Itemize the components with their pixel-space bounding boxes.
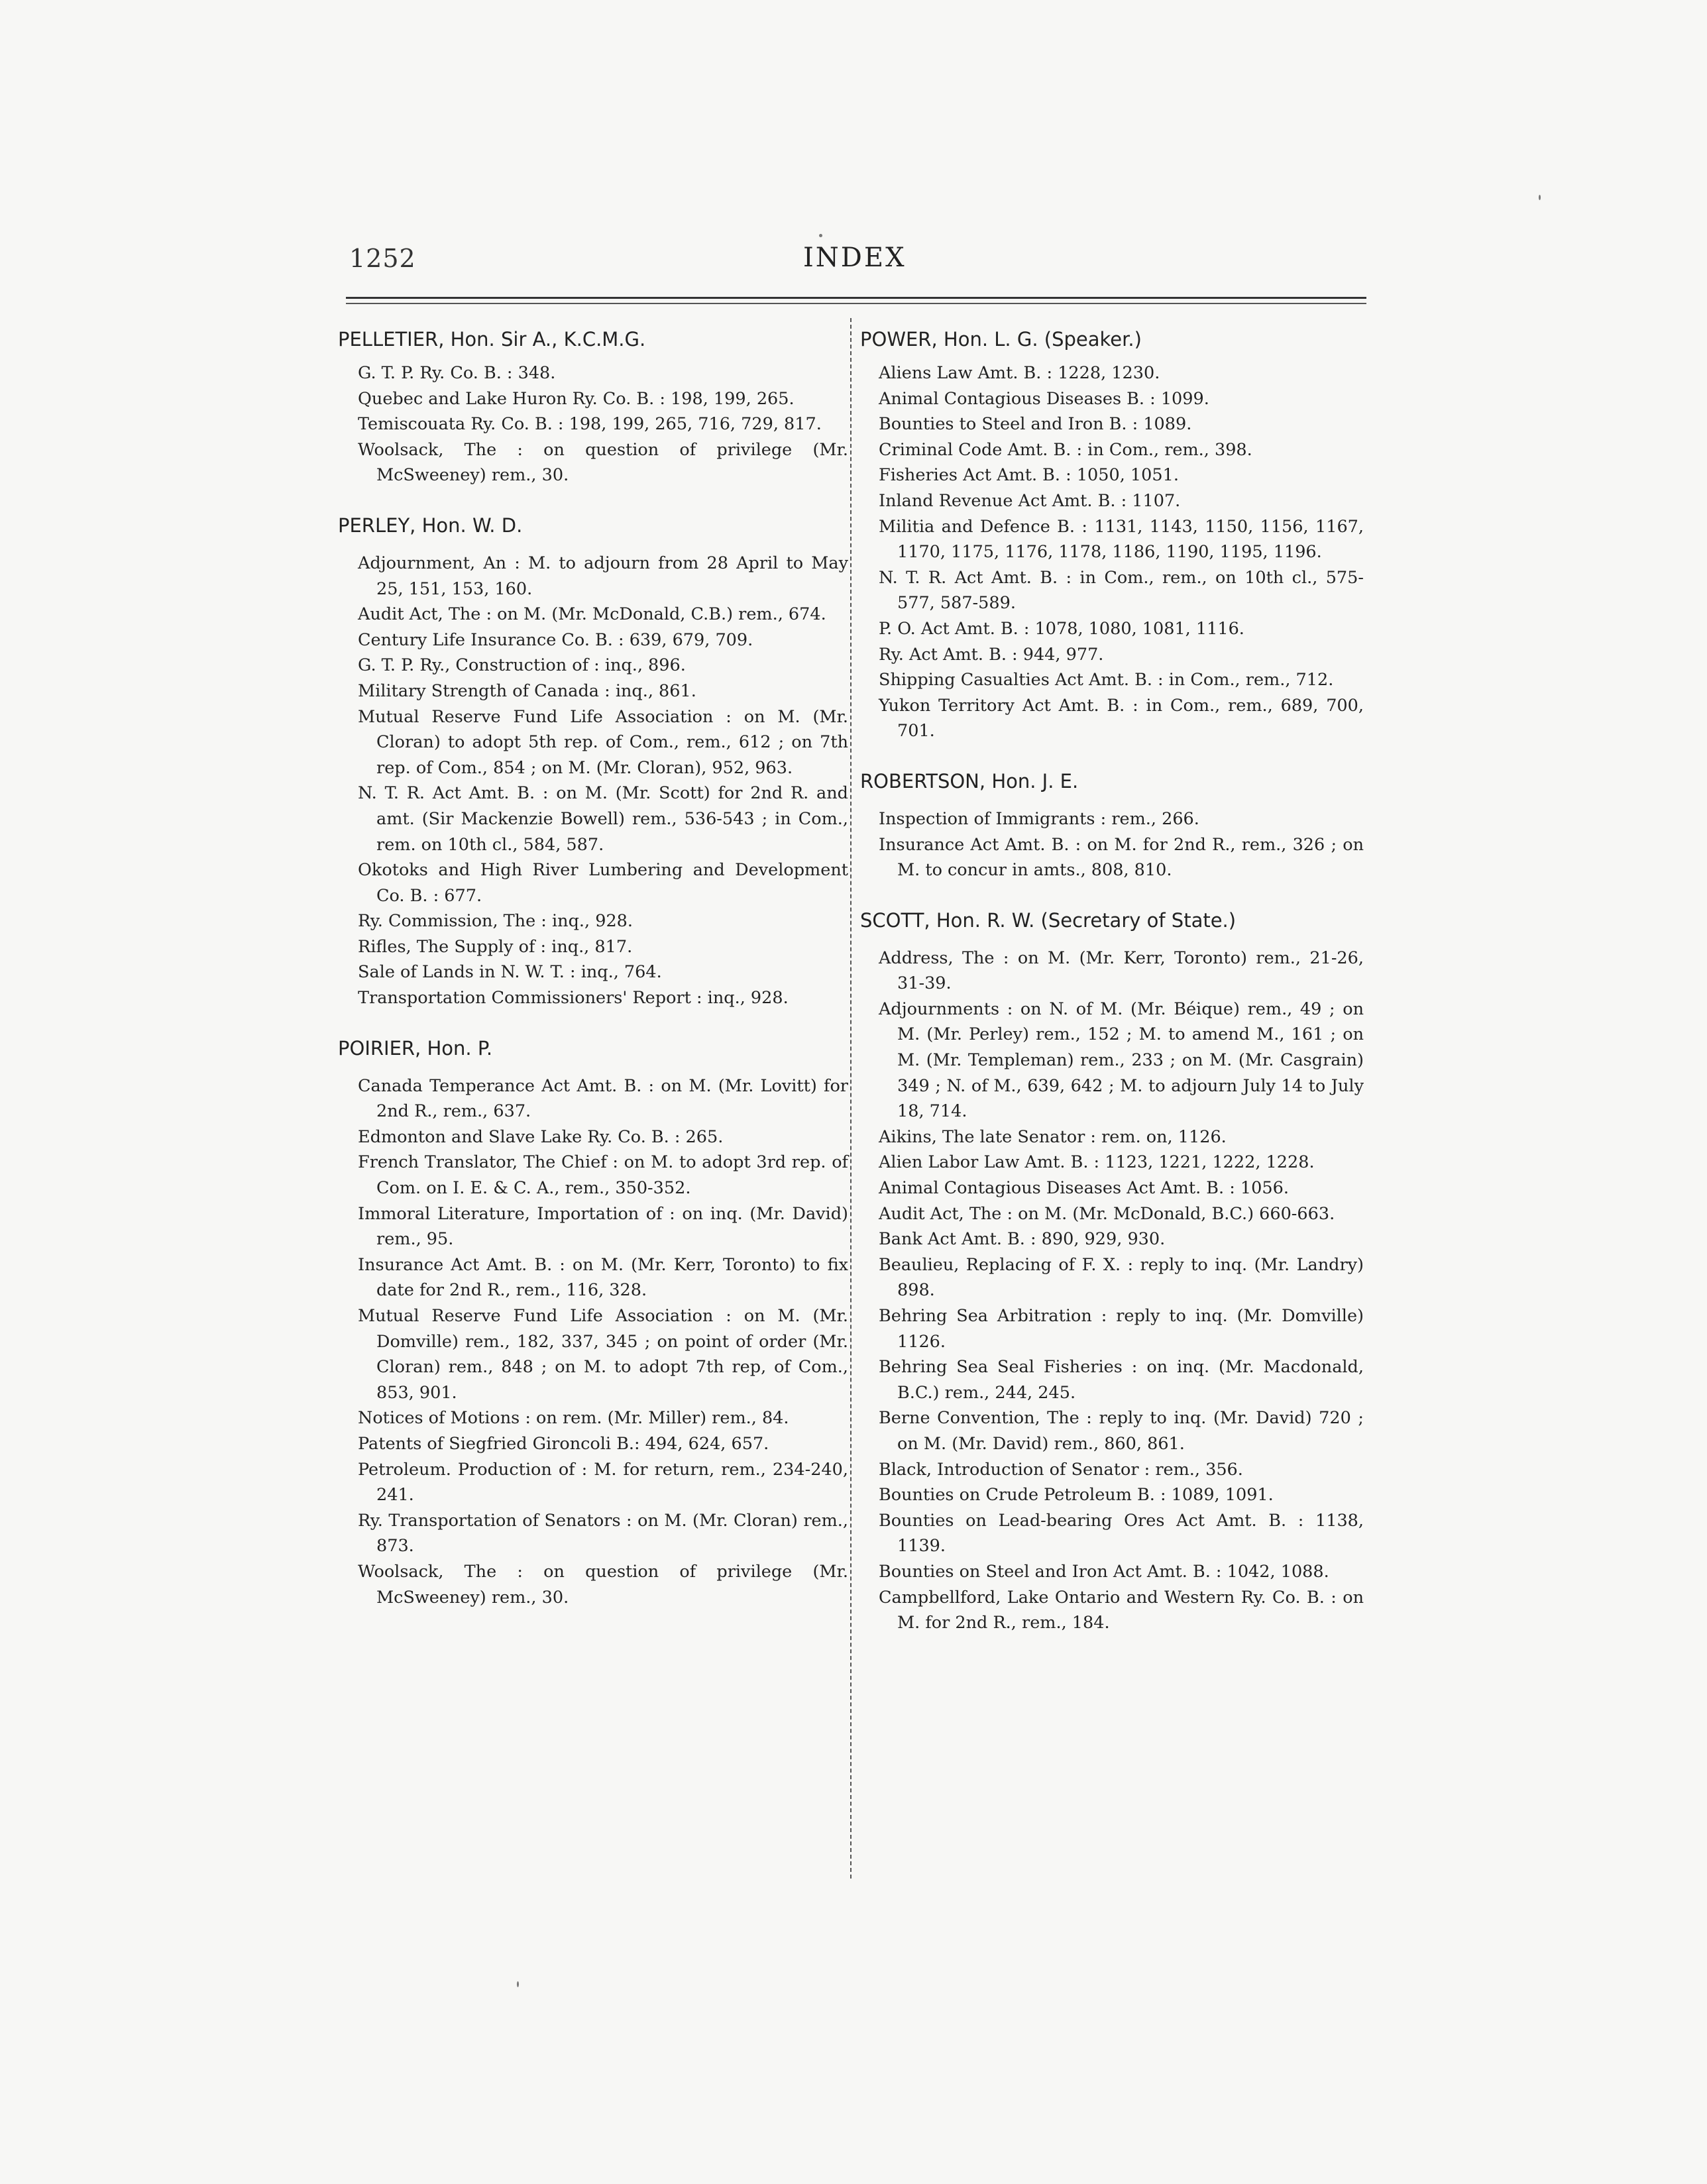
index-entry: Woolsack, The : on question of privilege (Mr. McSweeney) rem., 30.	[358, 1561, 848, 1608]
header-rule	[346, 297, 1366, 299]
index-entry: P. O. Act Amt. B. : 1078, 1080, 1081, 1116.	[879, 618, 1244, 639]
index-entry: Mutual Reserve Fund Life Association : on M. (Mr. Cloran) to adopt 5th rep. of Com., rem., 612 ; on 7th rep. of Com., 854 ; on M. (Mr. Cloran), 952, 963.	[358, 706, 848, 778]
index-entry: Behring Sea Arbitration : reply to inq. (Mr. Domville) 1126.	[879, 1306, 1364, 1352]
index-entry: Insurance Act Amt. B. : on M. for 2nd R., rem., 326 ; on M. to concur in amts., 808, 810.	[879, 834, 1364, 881]
index-entry: Black, Introduction of Senator : rem., 356.	[879, 1459, 1243, 1480]
index-entry: Canada Temperance Act Amt. B. : on M. (Mr. Lovitt) for 2nd R., rem., 637.	[358, 1075, 848, 1122]
index-heading-poirier: POIRIER, Hon. P.	[338, 1036, 493, 1060]
index-entry: Militia and Defence B. : 1131, 1143, 1150, 1156, 1167, 1170, 1175, 1176, 1178, 1186, 1190, 1195, 1196.	[879, 516, 1364, 563]
index-entry: Notices of Motions : on rem. (Mr. Miller) rem., 84.	[358, 1408, 789, 1429]
index-entry: Yukon Territory Act Amt. B. : in Com., rem., 689, 700, 701.	[879, 695, 1364, 741]
index-entry: N. T. R. Act Amt. B. : on M. (Mr. Scott) for 2nd R. and amt. (Sir Mackenzie Bowell) rem., 536-543 ; in Com., rem. on 10th cl., 584, 587.	[358, 783, 848, 855]
index-entry: G. T. P. Ry., Construction of : inq., 896.	[358, 655, 686, 676]
index-entry: Campbellford, Lake Ontario and Western Ry. Co. B. : on M. for 2nd R., rem., 184.	[879, 1587, 1364, 1633]
index-entry: Transportation Commissioners' Report : inq., 928.	[358, 988, 789, 1009]
index-entry: Shipping Casualties Act Amt. B. : in Com., rem., 712.	[879, 670, 1334, 690]
index-entry: Adjournments : on N. of M. (Mr. Béique) rem., 49 ; on M. (Mr. Perley) rem., 152 ; M. to amend M., 161 ; on M. (Mr. Templeman) rem., 233 ; on M. (Mr. Casgrain) 349 ; N. of M., 639, 642 ; M. to adjourn July 14 to July 18, 714.	[879, 999, 1364, 1122]
index-entry: Alien Labor Law Amt. B. : 1123, 1221, 1222, 1228.	[879, 1152, 1315, 1173]
index-entry: Behring Sea Seal Fisheries : on inq. (Mr. Macdonald, B.C.) rem., 244, 245.	[879, 1357, 1364, 1403]
index-entry: Ry. Transportation of Senators : on M. (Mr. Cloran) rem., 873.	[358, 1510, 848, 1556]
index-entry: Patents of Siegfried Gironcoli B.: 494, 624, 657.	[358, 1433, 769, 1454]
page-title: INDEX	[803, 243, 907, 273]
index-entry: Quebec and Lake Huron Ry. Co. B. : 198, 199, 265.	[358, 388, 795, 409]
page-number: 1252	[349, 244, 416, 273]
index-entry: Temiscouata Ry. Co. B. : 198, 199, 265, 716, 729, 817.	[358, 414, 822, 435]
index-entry: Century Life Insurance Co. B. : 639, 679, 709.	[358, 629, 753, 650]
left-column	[338, 326, 848, 1610]
index-entry: Petroleum. Production of : M. for return, rem., 234-240, 241.	[358, 1459, 848, 1505]
index-entry: Beaulieu, Replacing of F. X. : reply to inq. (Mr. Landry) 898.	[879, 1254, 1364, 1301]
index-entry: Audit Act, The : on M. (Mr. McDonald, C.B.) rem., 674.	[358, 604, 826, 625]
index-entry: Bounties on Steel and Iron Act Amt. B. : 1042, 1088.	[879, 1561, 1329, 1582]
index-entry: Edmonton and Slave Lake Ry. Co. B. : 265.	[358, 1126, 724, 1147]
index-entry: Inland Revenue Act Amt. B. : 1107.	[879, 490, 1181, 511]
index-entry: Mutual Reserve Fund Life Association : on M. (Mr. Domville) rem., 182, 337, 345 ; on point of order (Mr. Cloran) rem., 848 ; on M. to adopt 7th rep, of Com., 853, 901.	[358, 1306, 848, 1403]
index-entry: G. T. P. Ry. Co. B. : 348.	[358, 363, 556, 383]
index-heading-robertson: ROBERTSON, Hon. J. E.	[860, 769, 1079, 792]
index-entry: Military Strength of Canada : inq., 861.	[358, 681, 696, 701]
header-rule-secondary	[346, 303, 1366, 304]
index-entry: Audit Act, The : on M. (Mr. McDonald, B.C.) 660-663.	[879, 1203, 1335, 1224]
index-heading-power: POWER, Hon. L. G. (Speaker.)	[860, 328, 1142, 351]
index-heading-scott: SCOTT, Hon. R. W. (Secretary of State.)	[860, 908, 1237, 932]
index-entry: Sale of Lands in N. W. T. : inq., 764.	[358, 962, 662, 983]
index-heading-pelletier: PELLETIER, Hon. Sir A., K.C.M.G.	[338, 328, 646, 351]
index-entry: Fisheries Act Amt. B. : 1050, 1051.	[879, 465, 1179, 486]
index-entry: Aikins, The late Senator : rem. on, 1126.	[879, 1126, 1227, 1147]
index-entry: Bounties to Steel and Iron B. : 1089.	[879, 414, 1192, 435]
index-entry: Woolsack, The : on question of privilege (Mr. McSweeney) rem., 30.	[358, 439, 848, 486]
index-entry: Address, The : on M. (Mr. Kerr, Toronto) rem., 21-26, 31-39.	[879, 948, 1364, 994]
column-divider	[850, 318, 852, 1879]
index-entry: Animal Contagious Diseases B. : 1099.	[879, 388, 1209, 409]
index-entry: Bounties on Lead-bearing Ores Act Amt. B. : 1138, 1139.	[879, 1510, 1364, 1556]
index-entry: Animal Contagious Diseases Act Amt. B. : 1056.	[879, 1178, 1289, 1199]
index-entry: Ry. Commission, The : inq., 928.	[358, 911, 633, 932]
index-entry: Aliens Law Amt. B. : 1228, 1230.	[879, 363, 1160, 383]
index-entry: Bounties on Crude Petroleum B. : 1089, 1091.	[879, 1485, 1274, 1505]
index-entry: N. T. R. Act Amt. B. : in Com., rem., on 10th cl., 575-577, 587-589.	[879, 567, 1364, 614]
scan-speck	[819, 234, 822, 237]
index-entry: Ry. Act Amt. B. : 944, 977.	[879, 644, 1104, 665]
right-column	[860, 326, 1364, 1636]
index-entry: Berne Convention, The : reply to inq. (Mr. David) 720 ; on M. (Mr. David) rem., 860, 861.	[879, 1408, 1364, 1454]
index-entry: Rifles, The Supply of : inq., 817.	[358, 936, 633, 957]
index-heading-perley: PERLEY, Hon. W. D.	[338, 514, 523, 537]
index-entry: Inspection of Immigrants : rem., 266.	[879, 808, 1199, 829]
index-entry: French Translator, The Chief : on M. to adopt 3rd rep. of Com. on I. E. & C. A., rem., 350-352.	[358, 1152, 848, 1199]
index-entry: Adjournment, An : M. to adjourn from 28 April to May 25, 151, 153, 160.	[358, 553, 848, 599]
index-entry: Criminal Code Amt. B. : in Com., rem., 398.	[879, 439, 1252, 460]
index-entry: Insurance Act Amt. B. : on M. (Mr. Kerr, Toronto) to fix date for 2nd R., rem., 116, 328.	[358, 1254, 848, 1301]
scan-speck	[517, 1981, 519, 1987]
index-entry: Immoral Literature, Importation of : on inq. (Mr. David) rem., 95.	[358, 1203, 848, 1250]
index-entry: Okotoks and High River Lumbering and Development Co. B. : 677.	[358, 860, 848, 906]
scan-speck	[1539, 195, 1541, 200]
index-entry: Bank Act Amt. B. : 890, 929, 930.	[879, 1229, 1166, 1250]
